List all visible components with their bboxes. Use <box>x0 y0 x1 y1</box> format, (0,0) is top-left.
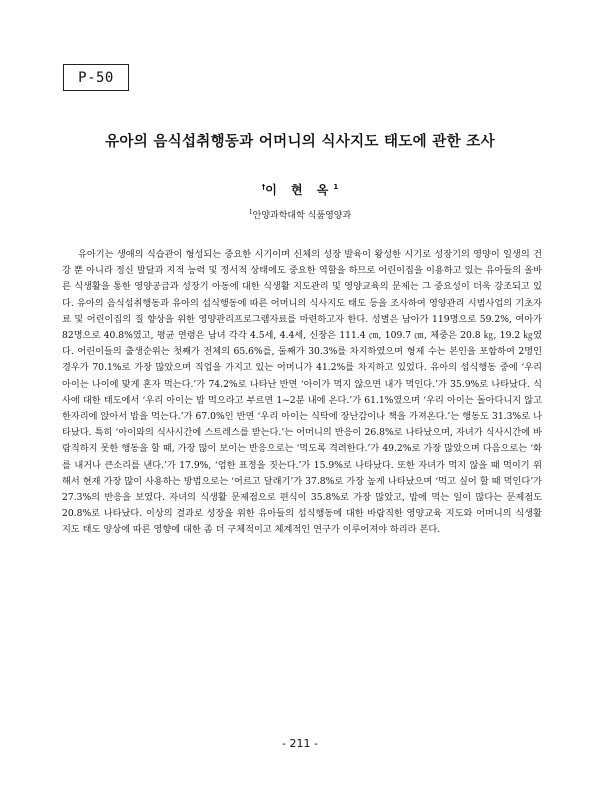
session-code: P-50 <box>78 69 114 86</box>
page-number: - 211 - <box>282 737 318 750</box>
affiliation-text: 안양과학대학 식품영양과 <box>252 211 352 221</box>
abstract-body: 유아기는 생애의 식습관이 형성되는 중요한 시기이며 신체의 성장 발육이 왕성한 시기로 성장기의 영양이 일생의 건강 뿐 아니라 정신 발달과 지적 능력 및 정서적 상태에도 중요한 역할을 하므로 어린이집을 이용하고 있는 유아들의 올바른 식생활을 통한 영양공급과 성장기 아동에 대한 식생활 지도관리 및 영양교육의 문제는 그 중요성이 더욱 강조되고 있다. 유아의 음식섭취행동과 유아의 섭식행동에 따른 어머니의 식사지도 태도 등을 조사하여 영양관리 시범사업의 기초자료 및 어린이집의 질 향상을 위한 영양관리프로그램자료를 마련하고자 한다. 성별은 남아가 119명으로 59.2%, 여아가 82명으로 40.8%였고, 평균 연령은 남녀 각각 4.5세, 4.4세, 신장은 111.4 ㎝, 109.7 ㎝, 체중은 20.8 ㎏, 19.2 ㎏였다. 어린이들의 출생순위는 첫째가 전체의 65.6%를, 둘째가 30.3%를 차지하였으며 형제 수는 본인을 포함하여 2명인 경우가 70.1%로 가장 많았으며 직업을 가지고 있는 어머니가 41.2%를 차지하고 있었다. 유아의 섭식행동 중에 ‘우리 아이는 나이에 맞게 혼자 먹는다.’가 74.2%로 나타난 반면 ‘아이가 먹지 않으면 내가 먹인다.’가 35.9%로 나타났다. 식사에 대한 태도에서 ‘우리 아이는 밥 먹으라고 부르면 1~2분 내에 온다.’가 61.1%였으며 ‘우리 아이는 돌아다니지 않고 한자리에 앉아서 밥을 먹는다.’가 67.0%인 반면 ‘우리 아이는 식탁에 장난감이나 책을 가져온다.’는 행동도 31.3%로 나타났다. 특히 ‘아이와의 식사시간에 스트레스를 받는다.’는 어머니의 반응이 26.8%로 나타났으며, 자녀가 식사시간에 바람직하지 못한 행동을 할 때, 가장 많이 보이는 반응으로는 ‘먹도록 격려한다.’가 49.2%로 가장 많았으며 다음으로는 ‘화를 내거나 큰소리를 낸다.’가 17.9%, ‘엄한 표정을 짓는다.’가 15.9%로 나타났다. 또한 자녀가 먹지 않을 때 먹이기 위해서 현재 가장 많이 사용하는 방법으로는 ‘어르고 달래기’가 37.8%로 가장 높게 나타났으며 ‘먹고 싶어 할 때 먹인다’가 27.3%의 반응을 보였다. 자녀의 식생활 문제점으로 편식이 35.8%로 가장 많았고, 밥에 먹는 일이 많다는 문제점도 20.8%로 나타났다. 이상의 결과로 성장을 위한 유아들의 섭식행동에 대한 바람직한 영양교육 지도와 어머니의 식생활 지도 태도 양상에 따른 영향에 대한 좀 더 구체적이고 체계적인 연구가 이루어져야 하리라 본다. <box>62 249 542 536</box>
author-mark-pre: † <box>261 183 266 191</box>
author-name: 이 현 옥 <box>265 183 334 197</box>
affiliation-line <box>0 208 600 221</box>
paper-title: 유아의 음식섭취행동과 어머니의 식사지도 태도에 관한 조사 <box>105 134 495 150</box>
session-code-box <box>63 64 129 91</box>
author-mark-post: 1 <box>333 183 339 191</box>
affiliation-mark: 1 <box>248 209 253 216</box>
author-line <box>0 181 600 198</box>
